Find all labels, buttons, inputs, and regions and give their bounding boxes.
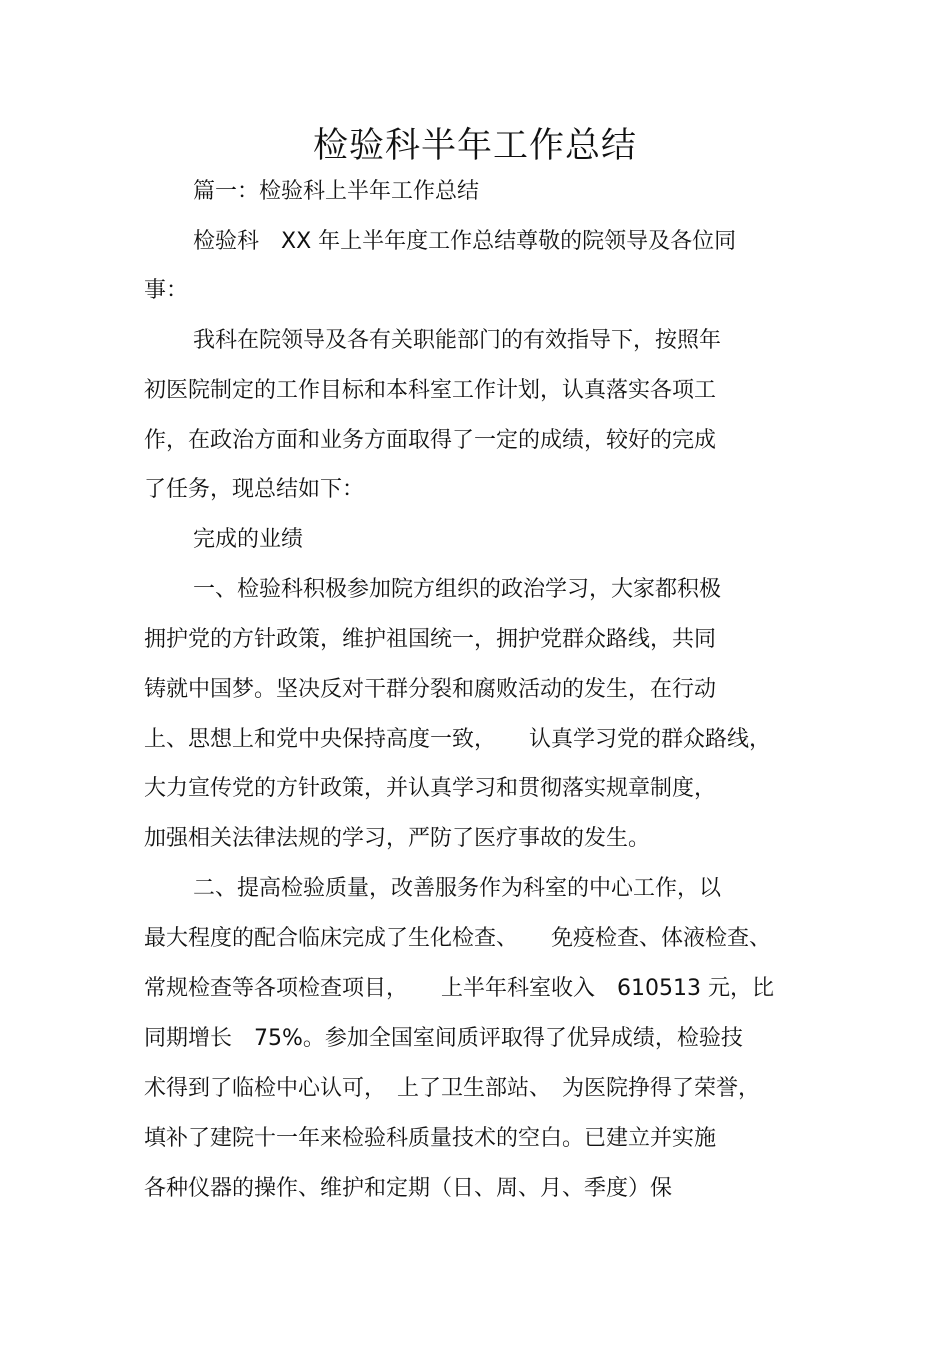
- subheading: 完成的业绩: [193, 527, 304, 552]
- text-line: 拥护党的方针政策，维护祖国统一，拥护党群众路线，共同: [144, 627, 717, 652]
- text-line: 一、检验科积极参加院方组织的政治学习，大家都积极: [193, 577, 722, 602]
- section-heading: 篇一：检验科上半年工作总结: [193, 179, 480, 204]
- text-line: 铸就中国梦。坚决反对干群分裂和腐败活动的发生，在行动: [144, 677, 717, 702]
- text-line: 了任务，现总结如下：: [144, 477, 365, 502]
- document-title: 检验科半年工作总结: [312, 126, 637, 166]
- text-line: 事：: [144, 278, 189, 303]
- text-line: 上、思想上和党中央保持高度一致， 认真学习党的群众路线，: [144, 727, 772, 752]
- text-line: 初医院制定的工作目标和本科室工作计划，认真落实各项工: [144, 378, 717, 403]
- text-line: 常规检查等各项检查项目， 上半年科室收入 610513 元，比: [144, 976, 774, 1001]
- text-line: 加强相关法律法规的学习，严防了医疗事故的发生。: [144, 826, 651, 851]
- text-line: 填补了建院十一年来检验科质量技术的空白。已建立并实施: [144, 1126, 717, 1151]
- text-line: 术得到了临检中心认可， 上了卫生部站、 为医院挣得了荣誉，: [144, 1076, 761, 1101]
- text-line: 我科在院领导及各有关职能部门的有效指导下，按照年: [193, 328, 722, 353]
- text-line: 作，在政治方面和业务方面取得了一定的成绩，较好的完成: [144, 428, 717, 453]
- text-line: 同期增长 75%。参加全国室间质评取得了优异成绩，检验技: [144, 1026, 743, 1051]
- text-line: 最大程度的配合临床完成了生化检查、 免疫检查、体液检查、: [144, 926, 772, 951]
- text-line: 二、提高检验质量，改善服务作为科室的中心工作，以: [193, 876, 722, 901]
- text-line: 检验科 XX 年上半年度工作总结尊敬的院领导及各位同: [193, 229, 737, 254]
- text-line: 各种仪器的操作、维护和定期（日、周、月、季度）保: [144, 1176, 673, 1201]
- text-line: 大力宣传党的方针政策，并认真学习和贯彻落实规章制度，: [144, 776, 717, 801]
